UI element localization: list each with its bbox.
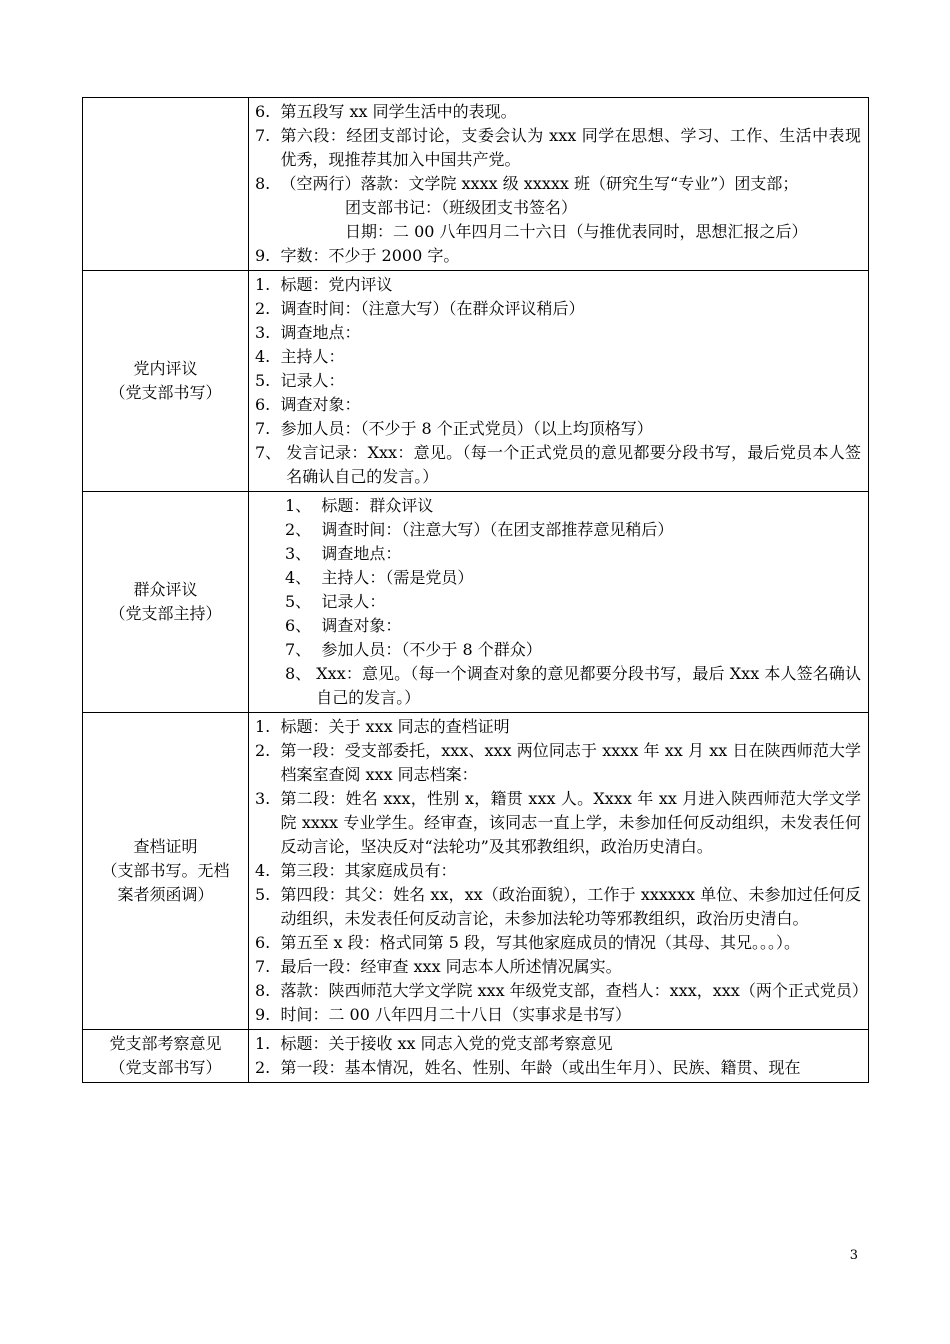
item-number: 3. <box>255 789 281 808</box>
item-text: 调查时间：（注意大写）（在群众评议稍后） <box>280 299 585 318</box>
item-text: 团支部书记：（班级团支书签名） <box>345 198 578 217</box>
list-item <box>249 518 861 542</box>
item-text: 时间：二 00 八年四月二十八日（实事求是书写） <box>280 1005 631 1024</box>
section-content-cell <box>249 713 869 1030</box>
list-item <box>249 883 861 931</box>
section-label-cell <box>83 492 249 713</box>
item-text: 调查地点： <box>321 544 402 563</box>
item-number: 3. <box>255 323 281 342</box>
item-number: 7、 <box>255 443 287 462</box>
list-item <box>249 124 861 172</box>
item-text: 主持人： <box>280 347 345 366</box>
item-text: 调查时间：（注意大写）（在团支部推荐意见稍后） <box>321 520 674 539</box>
item-text: 第三段：其家庭成员有： <box>280 861 457 880</box>
item-number: 6. <box>255 395 281 414</box>
section-content-cell <box>249 271 869 492</box>
item-text: （空两行）落款：文学院 xxxx 级 xxxxx 班（研究生写“专业”）团支部； <box>280 174 799 193</box>
item-number: 3、 <box>285 544 322 563</box>
list-item <box>249 172 861 196</box>
list-item <box>249 1032 861 1056</box>
table-row <box>83 713 869 1030</box>
item-number: 6. <box>255 102 281 121</box>
item-text: 记录人： <box>321 592 386 611</box>
document-table <box>82 97 869 1083</box>
item-text: 第五段写 xx 同学生活中的表现。 <box>280 102 517 121</box>
list-item <box>249 787 861 859</box>
item-text: 调查对象： <box>280 395 361 414</box>
list-item <box>249 614 861 638</box>
item-number: 1、 <box>285 496 322 515</box>
item-text: 参加人员：（不少于 8 个正式党员）（以上均顶格写） <box>280 419 653 438</box>
list-item <box>249 715 861 739</box>
item-text: 主持人：（需是党员） <box>321 568 474 587</box>
section-label-line: （支部书写。无档 <box>101 861 230 880</box>
list-item <box>249 244 861 268</box>
list-item <box>249 638 861 662</box>
list-item <box>249 859 861 883</box>
list-item <box>249 662 861 710</box>
item-number: 1. <box>255 1034 281 1053</box>
item-number: 5、 <box>285 592 322 611</box>
item-number: 2. <box>255 299 281 318</box>
item-number: 4. <box>255 861 281 880</box>
list-item <box>249 220 861 244</box>
item-text: 标题：群众评议 <box>321 496 434 515</box>
table-row <box>83 271 869 492</box>
item-number: 9. <box>255 246 281 265</box>
list-item <box>249 196 861 220</box>
item-text: 落款：陕西师范大学文学院 xxx 年级党支部，查档人：xxx，xxx（两个正式党员） <box>280 981 868 1000</box>
section-label-line: （党支部主持） <box>109 604 222 623</box>
list-item <box>249 542 861 566</box>
section-label-cell <box>83 98 249 271</box>
item-text: 标题：关于 xxx 同志的查档证明 <box>280 717 510 736</box>
item-number: 7. <box>255 419 281 438</box>
section-label-line: 查档证明 <box>133 837 198 856</box>
item-text: 第五至 x 段：格式同第 5 段，写其他家庭成员的情况（其母、其兄。。。）。 <box>280 933 800 952</box>
item-text: 第二段：姓名 xxx，性别 x，籍贯 xxx 人。Xxxx 年 xx 月进入陕西师范大学文学院 xxxx 专业学生。经审查，该同志一直上学，未参加任何反动组织，未发表任何反动言论，坚决反对“法轮功”及其邪教组织，政治历史清白。 <box>280 789 861 856</box>
item-number: 6、 <box>285 616 322 635</box>
item-number: 2、 <box>285 520 322 539</box>
section-label-line: （党支部书写） <box>109 383 222 402</box>
list-item <box>249 590 861 614</box>
section-label-line: 党支部考察意见 <box>109 1034 222 1053</box>
list-item <box>249 1056 861 1080</box>
section-label-cell <box>83 713 249 1030</box>
section-label-line: 群众评议 <box>133 580 198 599</box>
item-text: 第四段：其父：姓名 xx，xx（政治面貌），工作于 xxxxxx 单位、未参加过任何反动组织，未发表任何反动言论，未参加法轮功等邪教组织，政治历史清白。 <box>280 885 861 928</box>
item-text: 参加人员：（不少于 8 个群众） <box>321 640 542 659</box>
item-text: Xxx：意见。（每一个调查对象的意见都要分段书写，最后 Xxx 本人签名确认自己的发言。） <box>316 664 861 707</box>
section-content-cell <box>249 98 869 271</box>
list-item <box>249 931 861 955</box>
item-number: 5. <box>255 371 281 390</box>
item-text: 标题：关于接收 xx 同志入党的党支部考察意见 <box>280 1034 613 1053</box>
item-text: 调查地点： <box>280 323 361 342</box>
list-item <box>249 441 861 489</box>
item-number: 6. <box>255 933 281 952</box>
item-text: 标题：党内评议 <box>280 275 393 294</box>
list-item <box>249 566 861 590</box>
item-number: 7. <box>255 957 281 976</box>
item-text: 第六段：经团支部讨论，支委会认为 xxx 同学在思想、学习、工作、生活中表现优秀，现推荐其加入中国共产党。 <box>280 126 861 169</box>
item-number: 1. <box>255 275 281 294</box>
item-text: 字数：不少于 2000 字。 <box>280 246 460 265</box>
list-item <box>249 369 861 393</box>
list-item <box>249 297 861 321</box>
item-number: 7. <box>255 126 281 145</box>
item-text: 第一段：受支部委托，xxx、xxx 两位同志于 xxxx 年 xx 月 xx 日在陕西师范大学档案室查阅 xxx 同志档案： <box>280 741 861 784</box>
list-item <box>249 1003 861 1027</box>
item-number: 7、 <box>285 640 322 659</box>
item-text: 记录人： <box>280 371 345 390</box>
item-text: 日期：二 00 八年四月二十六日（与推优表同时，思想汇报之后） <box>345 222 808 241</box>
item-text: 发言记录：Xxx：意见。（每一个正式党员的意见都要分段书写，最后党员本人签名确认自己的发言。） <box>286 443 861 486</box>
table-row <box>83 1030 869 1083</box>
item-number: 2. <box>255 1058 281 1077</box>
item-text: 第一段：基本情况，姓名、性别、年龄（或出生年月）、民族、籍贯、现在 <box>280 1058 801 1077</box>
section-label-cell <box>83 1030 249 1083</box>
section-label-line: 党内评议 <box>133 359 198 378</box>
item-number: 8. <box>255 981 281 1000</box>
list-item <box>249 393 861 417</box>
item-number: 5. <box>255 885 281 904</box>
list-item <box>249 345 861 369</box>
section-content-cell <box>249 1030 869 1083</box>
item-number: 9. <box>255 1005 281 1024</box>
item-number: 4、 <box>285 568 322 587</box>
list-item <box>249 979 868 1003</box>
section-label-cell <box>83 271 249 492</box>
list-item <box>249 494 861 518</box>
table-row <box>83 492 869 713</box>
item-text: 最后一段：经审查 xxx 同志本人所述情况属实。 <box>280 957 622 976</box>
list-item <box>249 100 861 124</box>
table-body <box>83 98 869 1083</box>
item-number: 8. <box>255 174 281 193</box>
item-text: 调查对象： <box>321 616 402 635</box>
table-row <box>83 98 869 271</box>
list-item <box>249 739 861 787</box>
page-number: 3 <box>849 1248 858 1263</box>
item-number: 2. <box>255 741 281 760</box>
list-item <box>249 417 861 441</box>
section-label-line: 案者须函调） <box>117 885 214 904</box>
list-item <box>249 273 861 297</box>
item-number: 4. <box>255 347 281 366</box>
item-number: 1. <box>255 717 281 736</box>
list-item <box>249 955 861 979</box>
section-label-line: （党支部书写） <box>109 1058 222 1077</box>
item-number: 8、 <box>285 664 317 683</box>
section-content-cell <box>249 492 869 713</box>
list-item <box>249 321 861 345</box>
